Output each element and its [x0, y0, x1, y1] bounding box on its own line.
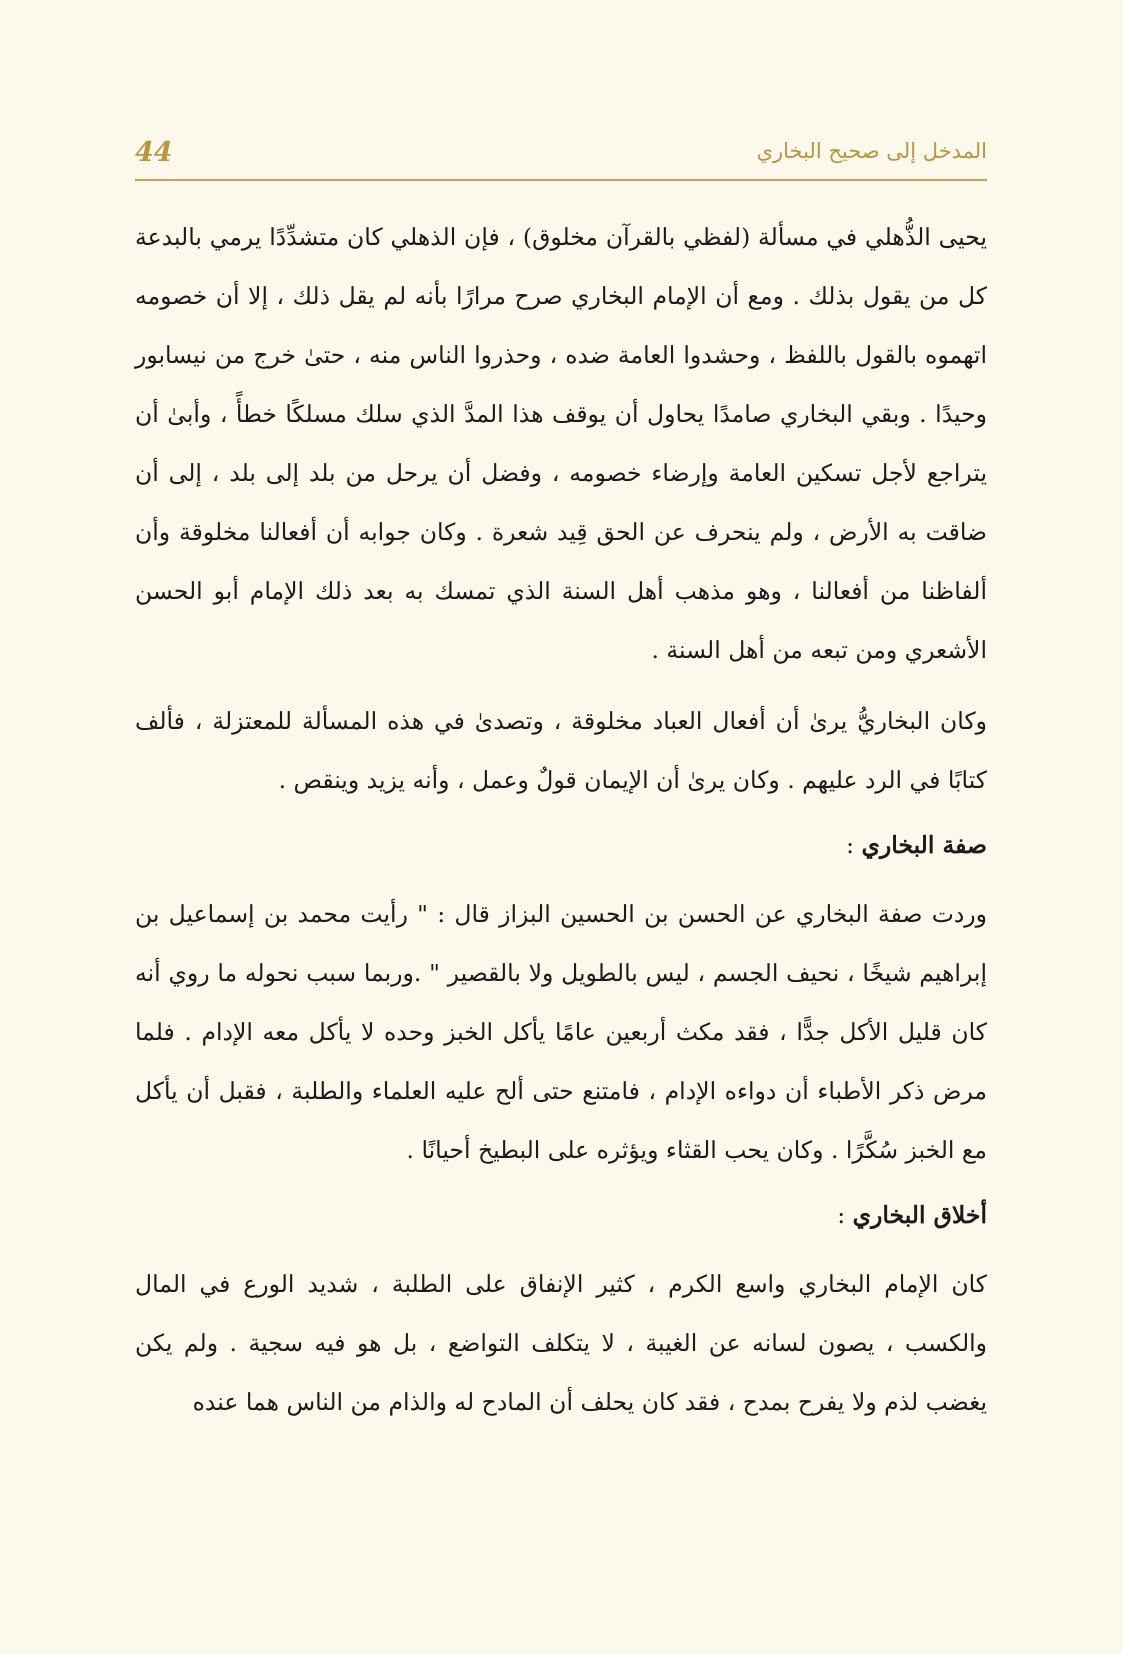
section-heading-description-text: صفة البخاري: [861, 831, 987, 859]
section-heading-character: [135, 1186, 987, 1245]
section-heading-character-text: أخلاق البخاري: [852, 1201, 987, 1229]
page-header: [135, 135, 987, 183]
section-heading-description: [135, 816, 987, 875]
page-body: [135, 208, 987, 1432]
paragraph-3: وردت صفة البخاري عن الحسن بن الحسين البزاز قال : " رأيت محمد بن إسماعيل بن إبراهيم شيخًا ، نحيف الجسم ، ليس بالطويل ولا بالقصير " .وربما سبب نحوله ما روي أنه كان قليل الأكل جدًّا ، فقد مكث أربعين عامًا يأكل الخبز وحده لا يأكل معه الإدام . فلما مرض ذكر الأطباء أن دواءه الإدام ، فامتنع حتى ألح عليه العلماء والطلبة ، فقبل أن يأكل مع الخبز سُكَّرًا . وكان يحب القثاء ويؤثره على البطيخ أحيانًا .: [135, 900, 987, 1164]
heading-colon: :: [837, 1201, 853, 1229]
paragraph-1: يحيى الذُّهلي في مسألة (لفظي بالقرآن مخلوق) ، فإن الذهلي كان متشدِّدًا يرمي بالبدعة كل من يقول بذلك . ومع أن الإمام البخاري صرح مرارًا بأنه لم يقل ذلك ، إلا أن خصومه اتهموه بالقول باللفظ ، وحشدوا العامة ضده ، وحذروا الناس منه ، حتىٰ خرج من نيسابور وحيدًا . وبقي البخاري صامدًا يحاول أن يوقف هذا المدَّ الذي سلك مسلكًا خطأً ، وأبىٰ أن يتراجع لأجل تسكين العامة وإرضاء خصومه ، وفضل أن يرحل من بلد إلى بلد ، إلى أن ضاقت به الأرض ، ولم ينحرف عن الحق قِيد شعرة . وكان جوابه أن أفعالنا مخلوقة وأن ألفاظنا من أفعالنا ، وهو مذهب أهل السنة الذي تمسك به بعد ذلك الإمام أبو الحسن الأشعري ومن تبعه من أهل السنة .: [135, 223, 987, 664]
header-divider: [135, 179, 987, 181]
paragraph-2: وكان البخاريُّ يرىٰ أن أفعال العباد مخلوقة ، وتصدىٰ في هذه المسألة للمعتزلة ، فألف كتابًا في الرد عليهم . وكان يرىٰ أن الإيمان قولٌ وعمل ، وأنه يزيد وينقص .: [135, 707, 987, 794]
heading-colon: :: [846, 831, 862, 859]
book-page: [135, 0, 987, 1654]
page-number: 44: [135, 137, 173, 168]
running-title: المدخل إلى صحيح البخاري: [756, 139, 987, 163]
paragraph-4: كان الإمام البخاري واسع الكرم ، كثير الإنفاق على الطلبة ، شديد الورع في المال والكسب ، يصون لسانه عن الغيبة ، لا يتكلف التواضع ، بل هو فيه سجية . ولم يكن يغضب لذم ولا يفرح بمدح ، فقد كان يحلف أن المادح له والذام من الناس هما عنده: [135, 1270, 987, 1416]
